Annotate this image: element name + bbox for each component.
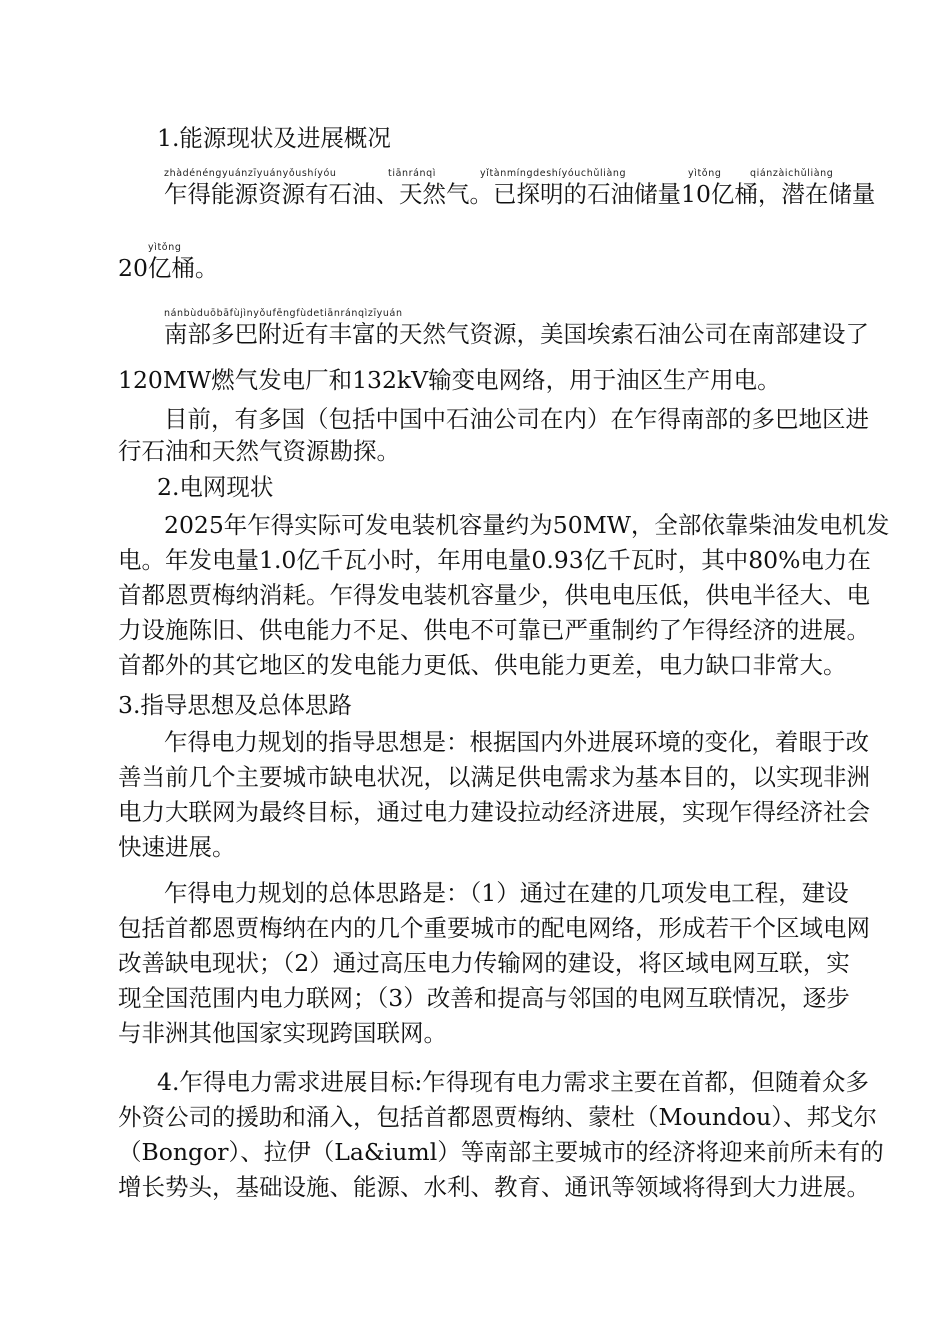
paragraph-line: 善当前几个主要城市缺电状况，以满足供电需求为基本目的，以实现非洲	[118, 763, 870, 791]
pinyin-annotation: zhàdénéngyuánzīyuányǒushíyóu	[164, 168, 337, 179]
paragraph-line: 乍得电力规划的总体思路是：（1）通过在建的几项发电工程，建设	[164, 879, 849, 907]
paragraph-line: 2025年乍得实际可发电装机容量约为50MW，全部依靠柴油发电机发	[164, 511, 890, 539]
paragraph-line: 力设施陈旧、供电能力不足、供电不可靠已严重制约了乍得经济的进展。	[118, 616, 870, 644]
paragraph-line: 首都恩贾梅纳消耗。乍得发电装机容量少，供电电压低，供电半径大、电	[118, 581, 870, 609]
paragraph-line: 20亿桶。	[118, 254, 219, 282]
pinyin-annotation: yìtǒng	[688, 168, 722, 179]
pinyin-annotation: yǐtànmíngdeshíyóuchǔliàng	[480, 168, 627, 179]
paragraph-line: 首都外的其它地区的发电能力更低、供电能力更差，电力缺口非常大。	[118, 651, 847, 679]
paragraph-line: 现全国范围内电力联网；（3）改善和提高与邻国的电网互联情况，逐步	[118, 984, 850, 1012]
paragraph-line: 包括首都恩贾梅纳在内的几个重要城市的配电网络，形成若干个区域电网	[118, 914, 870, 942]
paragraph-line: 电。年发电量1.0亿千瓦小时，年用电量0.93亿千瓦时，其中80%电力在	[118, 546, 871, 574]
section-4-paragraph: 4.乍得电力需求进展目标:乍得现有电力需求主要在首都，但随着众多	[157, 1068, 869, 1096]
paragraph-line: 目前，有多国（包括中国中石油公司在内）在乍得南部的多巴地区进	[164, 405, 869, 433]
pinyin-annotation: tiānránqì	[388, 168, 437, 179]
paragraph-line: 南部多巴附近有丰富的天然气资源，美国埃索石油公司在南部建设了	[164, 320, 869, 348]
pinyin-annotation: qiánzàichǔliàng	[750, 168, 834, 179]
section-2-heading: 2.电网现状	[157, 473, 274, 501]
paragraph-line: 改善缺电现状；（2）通过高压电力传输网的建设，将区域电网互联，实	[118, 949, 850, 977]
paragraph-line: 120MW燃气发电厂和132kV输变电网络，用于油区生产用电。	[118, 366, 781, 394]
paragraph-line: 外资公司的援助和涌入，包括首都恩贾梅纳、蒙杜（Moundou）、邦戈尔	[118, 1103, 878, 1131]
pinyin-annotation: nánbùduōbāfùjìnyǒufēngfùdetiānránqìzīyuán	[164, 308, 403, 319]
paragraph-line: （Bongor）、拉伊（La&iuml）等南部主要城市的经济将迎来前所未有的	[118, 1138, 884, 1166]
paragraph-line: 乍得能源资源有石油、天然气。已探明的石油储量10亿桶，潜在储量	[164, 180, 876, 208]
paragraph-line: 乍得电力规划的指导思想是：根据国内外进展环境的变化，着眼于改	[164, 728, 869, 756]
paragraph-line: 快速进展。	[118, 833, 236, 861]
section-1-heading: 1.能源现状及进展概况	[157, 124, 391, 152]
paragraph-line: 行石油和天然气资源勘探。	[118, 437, 400, 465]
paragraph-line: 增长势头，基础设施、能源、水利、教育、通讯等领域将得到大力进展。	[118, 1173, 870, 1201]
pinyin-annotation: yìtǒng	[148, 242, 182, 253]
paragraph-line: 与非洲其他国家实现跨国联网。	[118, 1019, 447, 1047]
paragraph-line: 电力大联网为最终目标，通过电力建设拉动经济进展，实现乍得经济社会	[118, 798, 870, 826]
section-3-heading: 3.指导思想及总体思路	[118, 691, 352, 719]
